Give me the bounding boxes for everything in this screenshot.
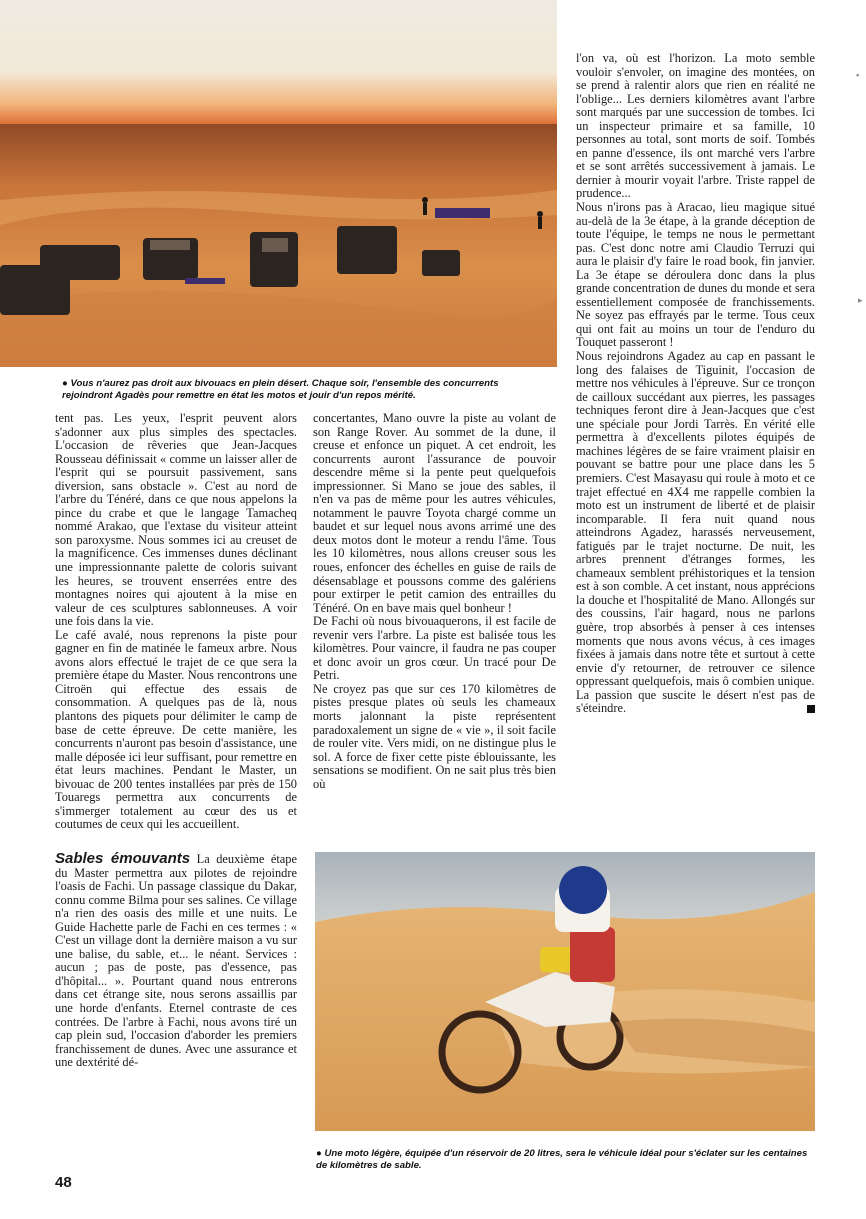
caption-bullet-icon: ● bbox=[316, 1148, 322, 1159]
motorbike-photo bbox=[315, 852, 815, 1131]
paragraph: De Fachi où nous bivouaquerons, il est facile de revenir vers l'arbre. La piste est balisée tous les kilomètres. Pour vaincre, il faudra ne pas couper et donc avoir un gros cœur. Un tracé pour De Petri. bbox=[313, 614, 556, 683]
paragraph: Ne croyez pas que sur ces 170 kilomètres de pistes presque plates où seuls les chameaux morts jalonnant la piste représentent paradoxalement un signe de « vie », il soit facile de rouler vite. Vers midi, on ne distingue plus le sol. A force de fixer cette piste éblouissante, les sensations se modifient. On ne sait plus très bien où bbox=[313, 681, 556, 791]
end-of-article-icon bbox=[807, 705, 815, 713]
bivouac-illustration bbox=[0, 0, 557, 367]
section-subheading: Sables émouvants bbox=[55, 849, 191, 867]
paragraph: concertantes, Mano ouvre la piste au volant de son Range Rover. Au sommet de la dune, il creuse et enfonce un piquet. A cet endroit, les concurrents auront l'assurance de pouvoir descendre même si la pente peut quelquefois impressionner. Si Mano se joue des sables, il n'en va pas de même pour les autres véhicules, notamment le pauvre Toyota chargé comme un baudet et sur lequel nous avons arrimé une des deux motos dont le moteur a rendu l'âme. Tous les 10 kilomètres, nous allons creuser sous les roues, enfoncer des échelles en guise de rails de désensablage et poussons comme des galériens pour extirper le petit camion des entrailles du Ténéré. On en bave mais quel bonheur ! bbox=[313, 411, 556, 615]
paragraph: Nous n'irons pas à Aracao, lieu magique situé au-delà de la 3e étape, à la grande déception de toute l'équipe, le temps ne nous le permettant pas. C'est donc notre ami Claudio Terruzi qui aura le plaisir d'y faire le road book, fin janvier. La 3e étape se déroulera donc dans la plus grande concentration de dunes du monde et sera essentiellement composée de franchissements. Ne soyez pas effrayés par le terme. Tous ceux qui ont fait au moins un tour de l'enduro du Touquet passeront ! bbox=[576, 200, 815, 350]
paragraph: Nous rejoindrons Agadez au cap en passant le long des falaises de Tiguinit, l'occasion de mettre nos véhicules à l'épreuve. Sur ce tronçon de cailloux succédant aux pierres, les passages techniques feront dire à Jean-Jacques que c'est une spéciale pour Jordi Tarrès. En vérité elle permettra à d'excellents pilotes équipés de machines légères de se faire vraiment plaisir en pouvant se battre pour une place dans les 5 premiers. C'est Masayasu qui roule à moto et ce trajet effectué en 4X4 me rappelle combien la moto est un instrument de liberté et de plaisir incomparable. Il fera nuit quand nous atteindrons Agadez, harassés nerveusement, fatigués par le trajet nocturne. De nuit, les arbres prennent d'étranges formes, les chameaux semblent préhistoriques et la tension est à son comble. A cet instant, nous apprécions la douche et l'hospitalité de Mano. Allongés sur des coussins, l'air hagard, nous ne parlons guère, trop absorbés à penser à ces intenses moments que nous avons vécus, à ces images fixées à jamais dans notre tête et surtout à cette envie d'y retourner, de retrouver ce silence oppressant quelquefois, mais ô combien unique. bbox=[576, 349, 815, 689]
motorbike-illustration bbox=[315, 852, 815, 1131]
paragraph: tent pas. Les yeux, l'esprit peuvent alors s'adonner aux plus simples des spectacles. L'occasion de rêveries que Jean-Jacques Rousseau définissait « comme un laisser aller de l'esprit qui se poursuit passivement, sans diversion, sans obstacle ». C'est au nord de l'arbre du Ténéré, dans ce que nous appelons la pince du crabe et que le langage Tamacheq nommé Arakao, que l'extase du visiteur atteint son paroxysme. Nous sommes ici au creuset de la magnificence. Ces immenses dunes déclinant une impressionnante palette de coloris suivant les heures, se trouvent enserrées entre des montagnes noires qui ajoutent à la mise en valeur de ces sculptures sablonneuses. A voir une fois dans la vie. bbox=[55, 411, 297, 629]
edge-mark: ▪ bbox=[856, 70, 860, 80]
article-column-1 bbox=[55, 412, 297, 1070]
top-photo-caption bbox=[62, 378, 542, 402]
paragraph-with-subhead bbox=[55, 849, 297, 1070]
article-column-3 bbox=[576, 52, 815, 716]
bottom-photo-caption bbox=[316, 1148, 816, 1172]
paragraph-final bbox=[576, 689, 815, 716]
paragraph-text: La deuxième étape du Master permettra aux pilotes de rejoindre l'oasis de Fachi. Un passage classique du Dakar, connu comme Bilma pour ses salines. Ce village n'a rien des oasis des mille et une nuits. Le Guide Hachette parle de Fachi en ces termes : « C'est un village dont la dernière maison a vu sur une balise, du sable, et... le néant. Services : aucun ; pas de poste, pas d'essence, pas d'hôpital... ». Pourtant quand nous entrerons dans cet étrange site, nous serons assaillis par une horde d'enfants. Eternel contraste de ces contrées. De l'arbre à Fachi, nous avons tiré un cap plein sud, l'occasion d'aborder les premiers franchissement de dunes. Avec une assurance et une dextérité dé- bbox=[55, 851, 297, 1070]
paragraph-text: La passion que suscite le désert n'est pas de s'éteindre. bbox=[576, 687, 815, 716]
paragraph: l'on va, où est l'horizon. La moto semble vouloir s'envoler, on imagine des montées, on se prend à ralentir alors que rien en réalité ne l'oblige... Les derniers kilomètres avant l'arbre sont marqués par une succession de tombes. Ici un inspecteur primaire et sa famille, 10 personnes au total, sont morts de soif. Tombés en panne d'essence, ils ont marché vers l'arbre et se sont arrêtés successivement à jamais. Le dernier à mourir voyait l'arbre. Triste rappel de prudence... bbox=[576, 51, 815, 201]
top-photo-caption-text: Vous n'aurez pas droit aux bivouacs en plein désert. Chaque soir, l'ensemble des concurrents rejoindront Agadès pour remettre en état les motos et jouir d'un repos mérité. bbox=[62, 378, 499, 401]
edge-mark: ▸ bbox=[858, 295, 863, 305]
caption-bullet-icon: ● bbox=[62, 378, 68, 389]
bivouac-photo bbox=[0, 0, 557, 367]
article-column-2 bbox=[313, 412, 556, 791]
bottom-photo-caption-text: Une moto légère, équipée d'un réservoir de 20 litres, sera le véhicule idéal pour s'éclater sur les centaines de kilomètres de sable. bbox=[316, 1148, 808, 1171]
page-number: 48 bbox=[55, 1174, 72, 1191]
paragraph: Le café avalé, nous reprenons la piste pour gagner en fin de matinée le fameux arbre. Nous avons alors effectué le trajet de ce que sera la première étape du Master. Nous rencontrons une Citroën qui effectue des essais de consommation. A quelques pas de là, nous plantons des piquets pour délimiter le camp de base de cette épreuve. De cette manière, les concurrents n'auront pas besoin d'assistance, une malle déposée ici leur suffisant, pour remettre en état leurs machines. Pendant le Master, un bivouac de 200 tentes installées par près de 150 Touaregs permettra aux concurrents de s'immerger totalement au cœur des us et coutumes de ceux qui les accueillent. bbox=[55, 627, 297, 832]
